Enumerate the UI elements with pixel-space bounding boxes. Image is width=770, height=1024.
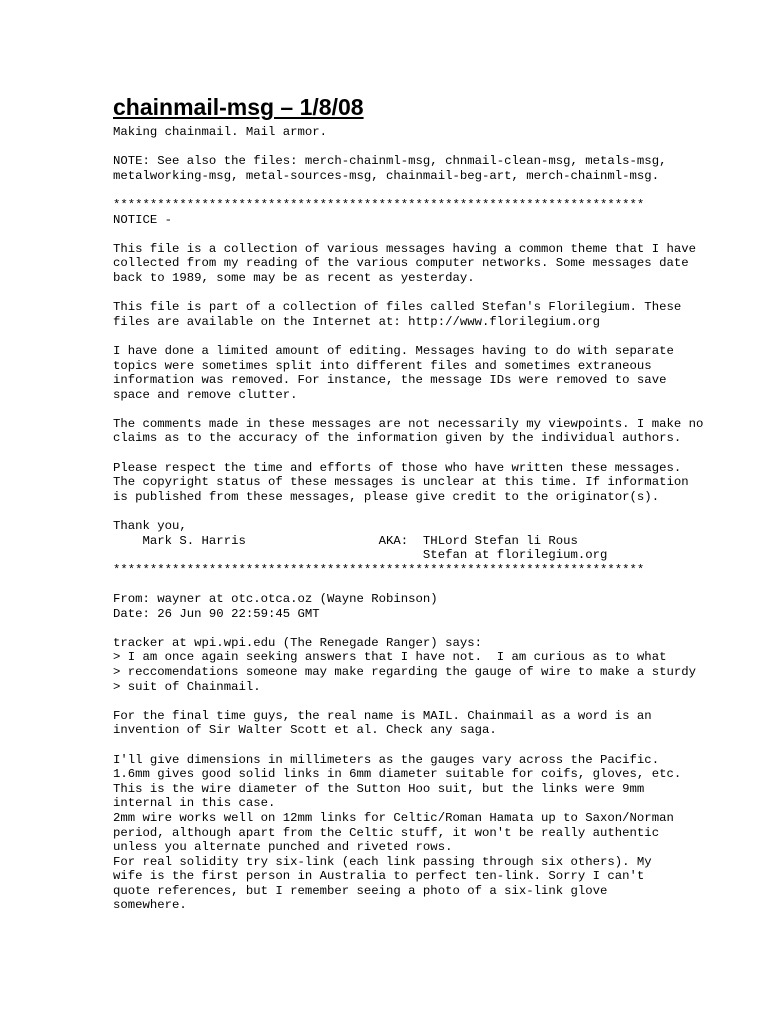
document-page xyxy=(113,93,753,913)
document-title: chainmail-msg – 1/8/08 xyxy=(113,94,364,120)
document-body: Making chainmail. Mail armor. NOTE: See also the files: merch-chainml-msg, chnmail-clean-msg, metals-msg, metalworking-msg, metal-sources-msg, chainmail-beg-art, merch-chainml-msg. ************************************************************************ NOTICE - This file is a collection of various messages having a common theme that I have collected from my reading of the various computer networks. Some messages date back to 1989, some may be as recent as yesterday. This file is part of a collection of files called Stefan's Florilegium. These files are available on the Internet at: http://www.florilegium.org I have done a limited amount of editing. Messages having to do with separate topics were sometimes split into different files and sometimes extraneous information was removed. For instance, the message IDs were removed to save space and remove clutter. The comments made in these messages are not necessarily my viewpoints. I make no claims as to the accuracy of the information given by the individual authors. Please respect the time and efforts of those who have written these messages. The copyright status of these messages is unclear at this time. If information is published from these messages, please give credit to the originator(s). Thank you, Mark S. Harris AKA: THLord Stefan li Rous Stefan at florilegium.org ************************************************************************ From: wayner at otc.otca.oz (Wayne Robinson) Date: 26 Jun 90 22:59:45 GMT tracker at wpi.wpi.edu (The Renegade Ranger) says: > I am once again seeking answers that I have not. I am curious as to what > reccomendations someone may make regarding the gauge of wire to make a sturdy > suit of Chainmail. For the final time guys, the real name is MAIL. Chainmail as a word is an invention of Sir Walter Scott et al. Check any saga. I'll give dimensions in millimeters as the gauges vary across the Pacific. 1.6mm gives good solid links in 6mm diameter suitable for coifs, gloves, etc. This is the wire diameter of the Sutton Hoo suit, but the links were 9mm internal in this case. 2mm wire works well on 12mm links for Celtic/Roman Hamata up to Saxon/Norman period, although apart from the Celtic stuff, it won't be really authentic unless you alternate punched and riveted rows. For real solidity try six-link (each link passing through six others). My wife is the first person in Australia to perfect ten-link. Sorry I can't quote references, but I remember seeing a photo of a six-link glove somewhere. xyxy=(113,125,704,913)
